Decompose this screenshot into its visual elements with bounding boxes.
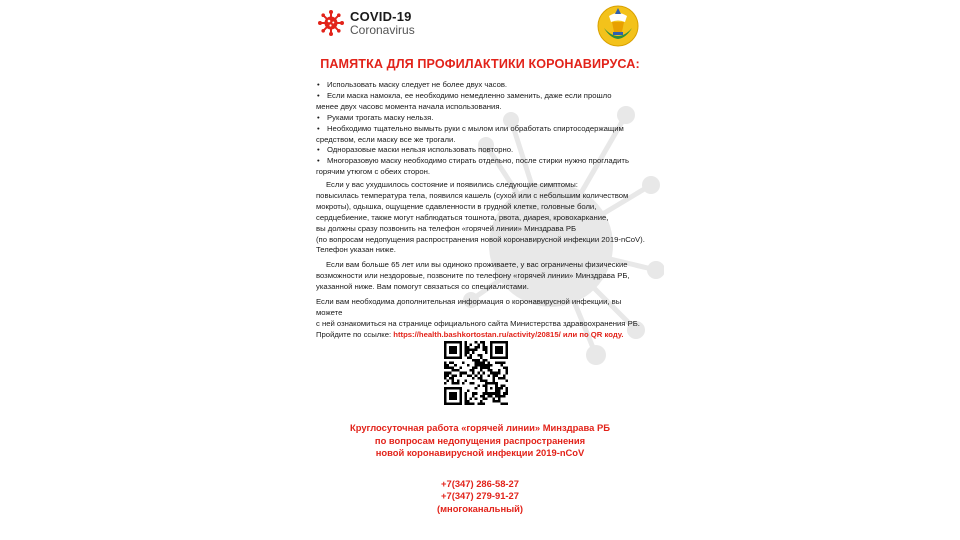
text-line: мокроты), одышка, ощущение сдавленности в грудной клетке, головные боли, bbox=[316, 201, 597, 211]
text-line: возможности или нездоровые, позвоните по телефону «горячей линии» Минздрава РБ, bbox=[316, 270, 630, 280]
memo-heading: ПАМЯТКА ДЛЯ ПРОФИЛАКТИКИ КОРОНАВИРУСА: bbox=[320, 57, 640, 71]
phone-note: (многоканальный) bbox=[436, 502, 523, 514]
hotline-line: по вопросам недопущения распространения bbox=[374, 434, 586, 446]
list-item: • Если маска намокла, ее необходимо немедленно заменить, даже если прошло bbox=[317, 90, 612, 100]
text-line: Телефон указан ниже. bbox=[316, 245, 396, 255]
list-item-text: Необходимо тщательно вымыть руки с мылом или обработать спиртосодержащим bbox=[327, 123, 624, 133]
memo-poster bbox=[296, 0, 664, 540]
hotline-line: новой коронавирусной инфекции 2019-nCoV bbox=[375, 447, 585, 459]
list-item: • Руками трогать маску нельзя. bbox=[317, 112, 434, 122]
text-line: с ней ознакомиться на странице официального сайта Министерства здравоохранения РБ. bbox=[316, 318, 640, 328]
phone-block bbox=[296, 478, 664, 515]
list-item-text: Если маска намокла, ее необходимо немедленно заменить, даже если прошло bbox=[327, 90, 612, 100]
list-item: • Многоразовую маску необходимо стирать отдельно, после стирки нужно прогладить bbox=[317, 156, 629, 166]
logo-subtitle: Coronavirus bbox=[350, 23, 415, 37]
text-line: (по вопросам недопущения распространения новой коронавирусной инфекции 2019-nCoV). bbox=[316, 234, 645, 244]
list-item-continuation: менее двух часовс момента начала использования. bbox=[316, 101, 502, 111]
ministry-link[interactable]: https://health.bashkortostan.ru/activity/20815/ или по QR коду. bbox=[393, 329, 624, 339]
list-item-text: Многоразовую маску необходимо стирать отдельно, после стирки нужно прогладить bbox=[327, 156, 629, 166]
logo-title: COVID-19 bbox=[350, 9, 412, 24]
list-item-text: Использовать маску следует не более двух часов. bbox=[327, 80, 508, 89]
text-line bbox=[316, 330, 646, 341]
list-item-text: Руками трогать маску нельзя. bbox=[327, 112, 434, 122]
link-prefix: Пройдите по ссылке: bbox=[316, 329, 394, 339]
covid-logo bbox=[318, 8, 415, 38]
virus-icon bbox=[318, 10, 344, 36]
text-line: Если вам необходима дополнительная информация о коронавирусной инфекции, вы можете bbox=[316, 297, 622, 317]
list-item-text: Одноразовые маски нельзя использовать повторно. bbox=[327, 145, 514, 155]
qr-code[interactable] bbox=[444, 341, 508, 405]
list-item-continuation: горячим утюгом с обеих сторон. bbox=[316, 167, 431, 177]
prevention-list bbox=[316, 80, 646, 178]
list-item: • Использовать маску следует не более двух часов. bbox=[317, 80, 508, 89]
phone-number[interactable]: +7(347) 279-91-27 bbox=[441, 490, 519, 502]
list-item: • Необходимо тщательно вымыть руки с мылом или обработать спиртосодержащим bbox=[317, 123, 624, 133]
text-line: вы должны сразу позвонить на телефон «горячей линии» Минздрава РБ bbox=[316, 223, 576, 233]
text-line: Если у вас ухудшилось состояние и появились следующие симптомы: bbox=[326, 180, 578, 189]
text-line: указанной ниже. Вам помогут связаться со специалистами. bbox=[316, 281, 529, 291]
info-paragraph bbox=[316, 297, 646, 341]
phone-number[interactable]: +7(347) 286-58-27 bbox=[441, 478, 519, 489]
list-item: • Одноразовые маски нельзя использовать повторно. bbox=[317, 145, 514, 155]
text-line: повысилась температура тела, появился кашель (сухой или с небольшим количеством bbox=[316, 190, 629, 200]
bashkortostan-emblem-icon bbox=[596, 4, 640, 48]
text-line: Если вам больше 65 лет или вы одиноко проживаете, у вас ограничены физические bbox=[326, 260, 628, 269]
symptoms-paragraph bbox=[316, 180, 646, 256]
list-item-continuation: средством, если маску все же трогали. bbox=[316, 134, 456, 144]
hotline-line: Круглосуточная работа «горячей линии» Минздрава РБ bbox=[350, 422, 610, 433]
elderly-paragraph bbox=[316, 260, 646, 293]
hotline-block bbox=[296, 422, 664, 460]
text-line: сердцебиение, также могут наблюдаться тошнота, рвота, диарея, кровохаркание, bbox=[316, 212, 609, 222]
